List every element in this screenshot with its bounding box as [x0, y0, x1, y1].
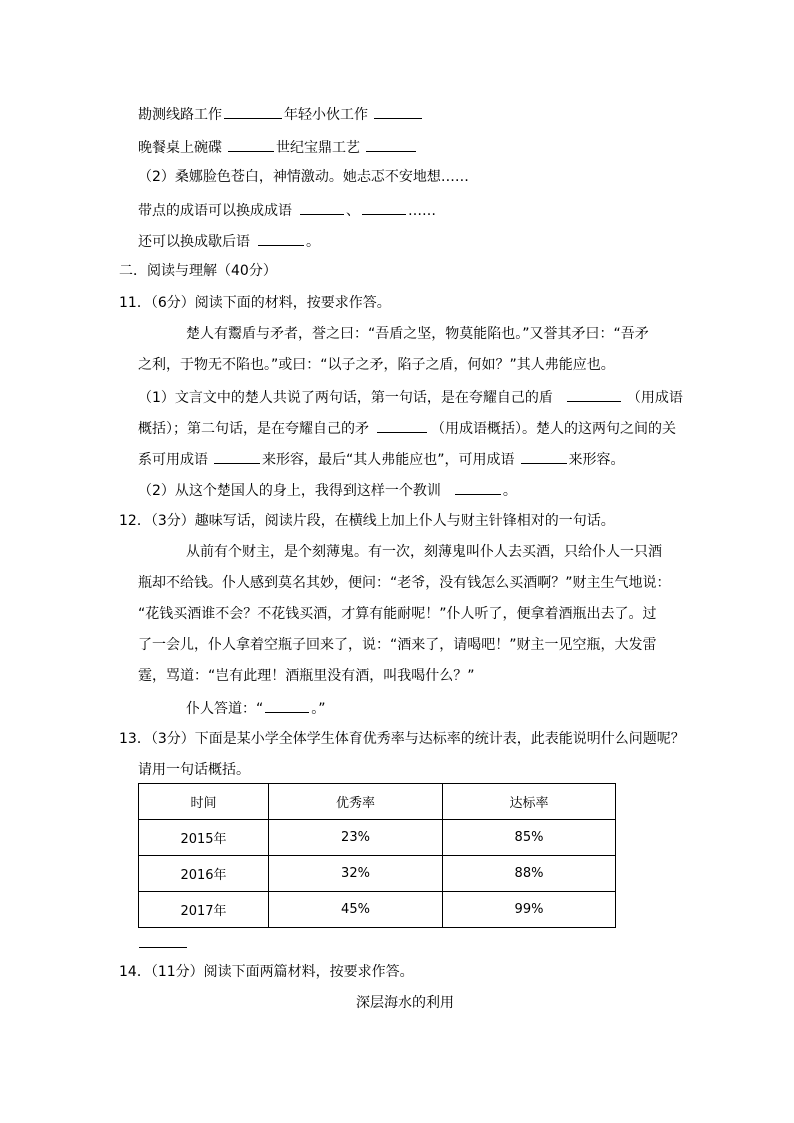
table-cell: 99% [443, 892, 616, 928]
q11-sub1-line-3 [138, 449, 625, 469]
table-header-row [139, 784, 616, 820]
passage-12-line-5: 霆，骂道：“岂有此理！酒瓶里没有酒，叫我喝什么？” [138, 668, 475, 684]
blank[interactable] [265, 698, 309, 713]
term-3: 晚餐桌上碗碟 [138, 140, 222, 156]
q11-text: 来形容，最后“其人弗能应也”，可用成语 [262, 452, 515, 468]
question-13-line-1: 13．（3分）下面是某小学全体学生体育优秀率与达标率的统计表，此表能说明什么问题呢？ [119, 731, 685, 747]
table-cell: 85% [443, 820, 616, 856]
q11-sub2 [138, 480, 517, 500]
passage-12-line-6 [186, 698, 326, 718]
table-cell: 2015年 [139, 820, 269, 856]
stats-table [138, 783, 616, 928]
table-cell: 2016年 [139, 856, 269, 892]
term-4: 世纪宝鼎工艺 [276, 140, 360, 156]
q11-sub1-line-1 [138, 387, 683, 407]
term-1: 勘测线路工作 [138, 107, 222, 123]
header-cell: 时间 [139, 784, 269, 820]
q11-sub1-line-2 [138, 418, 676, 438]
passage-11-line-1: 楚人有鬻盾与矛者，誉之曰：“吾盾之坚，物莫能陷也。”又誉其矛曰：“吾矛 [186, 326, 649, 342]
line-3: （2）桑娜脸色苍白，神情激动。她忐忑不安地想…… [138, 169, 469, 185]
section-heading: 二．阅读与理解（40分） [119, 263, 277, 279]
table-row [139, 820, 616, 856]
question-11: 11．（6分）阅读下面的材料，按要求作答。 [119, 295, 391, 311]
line-5 [138, 231, 320, 251]
question-14: 14．（11分）阅读下面两篇材料，按要求作答。 [119, 964, 414, 980]
blank[interactable] [224, 104, 282, 119]
header-cell: 优秀率 [269, 784, 443, 820]
ellipsis: …… [408, 203, 436, 219]
blank[interactable] [455, 480, 501, 495]
question-13-line-2: 请用一句话概括。 [138, 762, 250, 778]
blank[interactable] [521, 449, 567, 464]
separator: 、 [346, 203, 360, 219]
term-2: 年轻小伙工作 [284, 107, 368, 123]
blank[interactable] [362, 200, 406, 215]
table-cell: 32% [269, 856, 443, 892]
passage-12-line-4: 了一会儿，仆人拿着空瓶子回来了，说：“酒来了，请喝吧！”财主一见空瓶，大发雷 [138, 637, 657, 653]
passage-12-line-2: 瓶却不给钱。仆人感到莫名其妙，便问：“老爷，没有钱怎么买酒啊？”财主生气地说： [138, 575, 671, 591]
table-cell: 45% [269, 892, 443, 928]
q11-text: 系可用成语 [138, 452, 208, 468]
blank[interactable] [300, 200, 344, 215]
q11-text: （用成语 [626, 390, 683, 406]
period: 。 [306, 234, 320, 250]
q11-text: （1）文言文中的楚人共说了两句话，第一句话，是在夸耀自己的盾 [138, 390, 553, 406]
table-row [139, 856, 616, 892]
table-cell: 88% [443, 856, 616, 892]
passage-12-line-3: “花钱买酒谁不会？不花钱买酒，才算有能耐呢！”仆人听了，便拿着酒瓶出去了。过 [138, 606, 657, 622]
blank[interactable] [374, 104, 422, 119]
answer-blank[interactable] [139, 947, 187, 948]
line-2 [138, 137, 418, 157]
q12-text: 仆人答道：“ [186, 701, 264, 717]
table-row [139, 892, 616, 928]
q11-text: 概括）；第二句话，是在夸耀自己的矛 [138, 421, 369, 437]
period: 。 [502, 483, 517, 499]
blank[interactable] [214, 449, 260, 464]
table-cell: 2017年 [139, 892, 269, 928]
question-12: 12．（3分）趣味写话，阅读片段，在横线上加上仆人与财主针锋相对的一句话。 [119, 513, 615, 529]
q11-text: （2）从这个楚国人的身上，我得到这样一个教训 [138, 483, 441, 499]
blank[interactable] [228, 137, 274, 152]
blank[interactable] [366, 137, 416, 152]
blank[interactable] [567, 387, 621, 402]
blank[interactable] [377, 418, 427, 433]
blank[interactable] [258, 231, 304, 246]
passage-11-line-2: 之利，于物无不陷也。”或曰：“以子之矛，陷子之盾，何如？”其人弗能应也。 [138, 357, 615, 373]
q11-text: （用成语概括）。楚人的这两句之间的关 [431, 421, 676, 437]
table-cell: 23% [269, 820, 443, 856]
line-1 [138, 104, 424, 124]
q11-text: 来形容。 [568, 452, 625, 468]
passage-14-title: 深层海水的利用 [356, 995, 454, 1011]
line-4-text: 带点的成语可以换成成语 [138, 203, 292, 219]
line-5-text: 还可以换成歇后语 [138, 234, 250, 250]
line-4 [138, 200, 436, 220]
q12-text: 。” [311, 701, 326, 717]
header-cell: 达标率 [443, 784, 616, 820]
passage-12-line-1: 从前有个财主，是个刻薄鬼。有一次，刻薄鬼叫仆人去买酒，只给仆人一只酒 [186, 544, 662, 560]
